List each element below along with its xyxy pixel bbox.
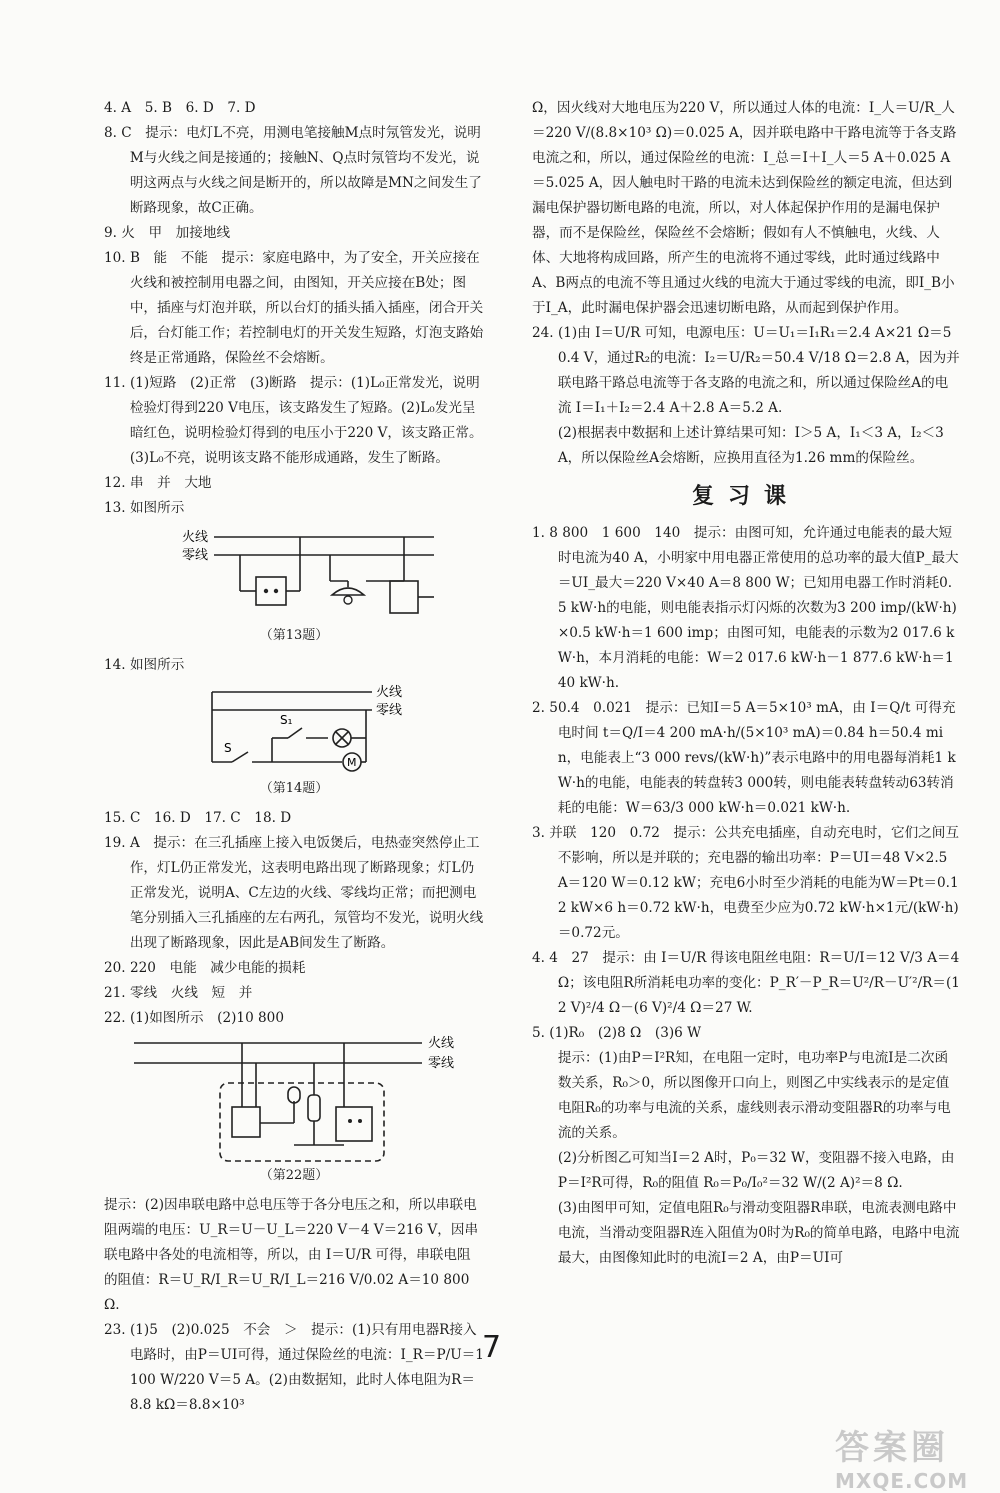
answer-14: 14. 如图所示 bbox=[104, 657, 185, 673]
section-heading-review: 复习课 bbox=[691, 483, 800, 509]
answer-23: 23. (1)5 (2)0.025 不会 ＞ 提示：(1)只有用电器R接入电路时，由P＝UI可得，通过保险丝的电流：I_R＝P/U＝1 100 W/220 V＝5 A。(2)由数据知，此时人体电阻为R＝8.8 kΩ＝8.8×10³ bbox=[104, 1322, 484, 1413]
answer-21: 21. 零线 火线 短 并 bbox=[104, 985, 253, 1001]
figure-14-circuit bbox=[104, 682, 434, 778]
right-column bbox=[532, 96, 960, 1271]
figure-13-circuit bbox=[104, 525, 434, 625]
fig14-switch-s-label: S bbox=[224, 741, 232, 755]
answer-9: 9. 火 甲 加接地线 bbox=[104, 225, 231, 241]
review-answer-3: 3. 并联 120 0.72 提示：公共充电插座，自动充电时，它们之间互不影响，所以是并联的；充电器的输出功率：P＝UI＝48 V×2.5 A＝120 W＝0.12 kW；充电6小时至少消耗的电能为W＝Pt＝0.12 kW×6 h＝0.72 kW·h，电费至少应为0.72 kW·h×1元/(kW·h)＝0.72元。 bbox=[532, 825, 959, 941]
answer-4-7: 4. A 5. B 6. D 7. D bbox=[104, 100, 256, 116]
answer-13: 13. 如图所示 bbox=[104, 500, 185, 516]
watermark-logo: 答案圈 bbox=[835, 1428, 949, 1468]
answer-22: 22. (1)如图所示 (2)10 800 bbox=[104, 1010, 284, 1026]
review-answer-5-hint3: (3)由图甲可知，定值电阻R₀与滑动变阻器R串联，电流表测电路中电流，当滑动变阻器R连入阻值为0时为R₀的简单电路，电路中电流最大，由图像知此时的电流I＝2 A，由P＝UI可 bbox=[557, 1200, 960, 1266]
figure-22-caption: （第22题） bbox=[259, 1168, 329, 1183]
answer-20: 20. 220 电能 减少电能的损耗 bbox=[104, 960, 306, 976]
left-column bbox=[104, 96, 484, 1418]
fig13-live-label: 火线 bbox=[182, 530, 209, 545]
review-answer-5: 5. (1)R₀ (2)8 Ω (3)6 W bbox=[532, 1025, 702, 1041]
review-answer-1: 1. 8 800 1 600 140 提示：由图可知，允许通过电能表的最大短时电流为40 A，小明家中用电器正常使用的总功率的最大值P_最大＝UI_最大＝220 V×40 A＝8 800 W；已知用电器工作时消耗0.5 kW·h的电能，则电能表指示灯闪烁的次数为3 200 imp/(kW·h)×0.5 kW·h＝1 600 imp；由图可知，电能表的示数为2 017.6 kW·h，本月消耗的电能：W＝2 017.6 kW·h－1 877.6 kW·h＝140 kW·h. bbox=[532, 525, 959, 691]
fig22-neutral-label: 零线 bbox=[428, 1056, 455, 1071]
review-answer-4: 4. 4 27 提示：由 I＝U/R 得该电阻丝电阻：R＝U/I＝12 V/3 A＝4 Ω；该电阻R所消耗电功率的变化：P_R′－P_R＝U²/R－U′²/R＝(12 V)²/4 Ω－(6 V)²/4 Ω＝27 W. bbox=[532, 950, 960, 1016]
answer-11: 11. (1)短路 (2)正常 (3)断路 提示：(1)L₀正常发光，说明检验灯得到220 V电压，该支路发生了短路。(2)L₀发光呈暗红色，说明检验灯得到的电压小于220 V，该支路正常。(3)L₀不亮，说明该支路不能形成通路，发生了断路。 bbox=[104, 375, 483, 466]
answer-8: 8. C 提示：电灯L不亮，用测电笔接触M点时氖管发光，说明M与火线之间是接通的；接触N、Q点时氖管均不发光，说明这两点与火线之间是断开的，所以故障是MN之间发生了断路现象，故C正确。 bbox=[104, 125, 482, 216]
figure-13-caption: （第13题） bbox=[259, 628, 329, 643]
answer-15-18: 15. C 16. D 17. C 18. D bbox=[104, 810, 292, 826]
review-answer-5-hint2: (2)分析图乙可知当I＝2 A时，P₀＝32 W，变阻器不接入电路，由P＝I²R可得，R₀的阻值 R₀＝P₀/I₀²＝32 W/(2 A)²＝8 Ω. bbox=[557, 1150, 955, 1191]
answer-24-part2: (2)根据表中数据和上述计算结果可知：I＞5 A，I₁＜3 A，I₂＜3 A，所以保险丝A会熔断，应换用直径为1.26 mm的保险丝。 bbox=[557, 425, 944, 466]
figure-22-circuit bbox=[104, 1035, 484, 1165]
fig13-neutral-label: 零线 bbox=[182, 548, 209, 563]
answer-19: 19. A 提示：在三孔插座上接入电饭煲后，电热壶突然停止工作，灯L仍正常发光，这表明电路出现了断路现象；灯L仍正常发光，说明A、C左边的火线、零线均正常；而把测电笔分别插入三孔插座的左右两孔，氖管均不发光，说明火线出现了断路现象，因此是AB间发生了断路。 bbox=[104, 835, 484, 951]
fig14-motor-label: M bbox=[347, 756, 357, 769]
answer-24-part1: 24. (1)由 I＝U/R 可知，电源电压：U＝U₁＝I₁R₁＝2.4 A×21 Ω＝50.4 V，通过R₂的电流：I₂＝U/R₂＝50.4 V/18 Ω＝2.8 A，因为并联电路干路总电流等于各支路的电流之和，所以通过保险丝A的电流 I＝I₁＋I₂＝2.4 A＋2.8 A＝5.2 A. bbox=[532, 325, 960, 416]
review-answer-5-hint1: 提示：(1)由P＝I²R知，在电阻一定时，电功率P与电流I是二次函数关系，R₀＞0，所以图像开口向上，则图乙中实线表示的是定值电阻R₀的功率与电流的关系，虚线则表示滑动变阻器R的功率与电流的关系。 bbox=[557, 1050, 951, 1141]
answer-12: 12. 串 并 大地 bbox=[104, 475, 212, 491]
fig14-neutral-label: 零线 bbox=[376, 703, 403, 718]
watermark-site: MXQE.COM bbox=[835, 1469, 969, 1493]
figure-14-caption: （第14题） bbox=[259, 781, 329, 796]
review-answer-2: 2. 50.4 0.021 提示：已知I＝5 A＝5×10³ mA，由 I＝Q/t 可得充电时间 t＝Q/I＝4 200 mA·h/(5×10³ mA)＝0.84 h＝50.4 min，电能表上“3 000 revs/(kW·h)”表示电路中的用电器每消耗1 kW·h的电能，电能表的转盘转3 000转，则电能表转盘转动63转消耗的电能：W＝63/3 000 kW·h＝0.021 kW·h. bbox=[532, 700, 956, 816]
answer-23-continued: Ω，因火线对大地电压为220 V，所以通过人体的电流：I_人＝U/R_人＝220 V/(8.8×10³ Ω)＝0.025 A，因并联电路中干路电流等于各支路电流之和，所以，通过保险丝的电流：I_总＝I＋I_人＝5 A＋0.025 A＝5.025 A，因人触电时干路的电流未达到保险丝的额定电流，但达到漏电保护器切断电路的电流，所以，对人体起保护作用的是漏电保护器，而不是保险丝，保险丝不会熔断；假如有人不慎触电，火线、人体、大地将构成回路，所产生的电流将不通过零线，此时通过线路中A、B两点的电流不等且通过火线的电流大于通过零线的电流，即I_B小于I_A，此时漏电保护器会迅速切断电路，从而起到保护作用。 bbox=[532, 100, 957, 316]
fig22-live-label: 火线 bbox=[428, 1036, 455, 1051]
answer-22-hint: 提示：(2)因串联电路中总电压等于各分电压之和，所以串联电阻两端的电压：U_R＝U－U_L＝220 V－4 V＝216 V，因串联电路中各处的电流相等，所以，由 I＝U/R 可得，串联电阻的阻值：R＝U_R/I_R＝U_R/I_L＝216 V/0.02 A＝10 800 Ω. bbox=[104, 1197, 479, 1313]
watermark bbox=[835, 1420, 968, 1493]
answer-10: 10. B 能 不能 提示：家庭电路中，为了安全，开关应接在火线和被控制用电器之间，由图知，开关应接在B处；图中，插座与灯泡并联，所以台灯的插头插入插座，闭合开关后，台灯能工作；若控制电灯的开关发生短路，灯泡支路始终是正常通路，保险丝不会熔断。 bbox=[104, 250, 484, 366]
page-number: 7 bbox=[482, 1330, 502, 1365]
fig14-switch-s1-label: S₁ bbox=[280, 713, 293, 727]
fig14-live-label: 火线 bbox=[376, 685, 403, 700]
